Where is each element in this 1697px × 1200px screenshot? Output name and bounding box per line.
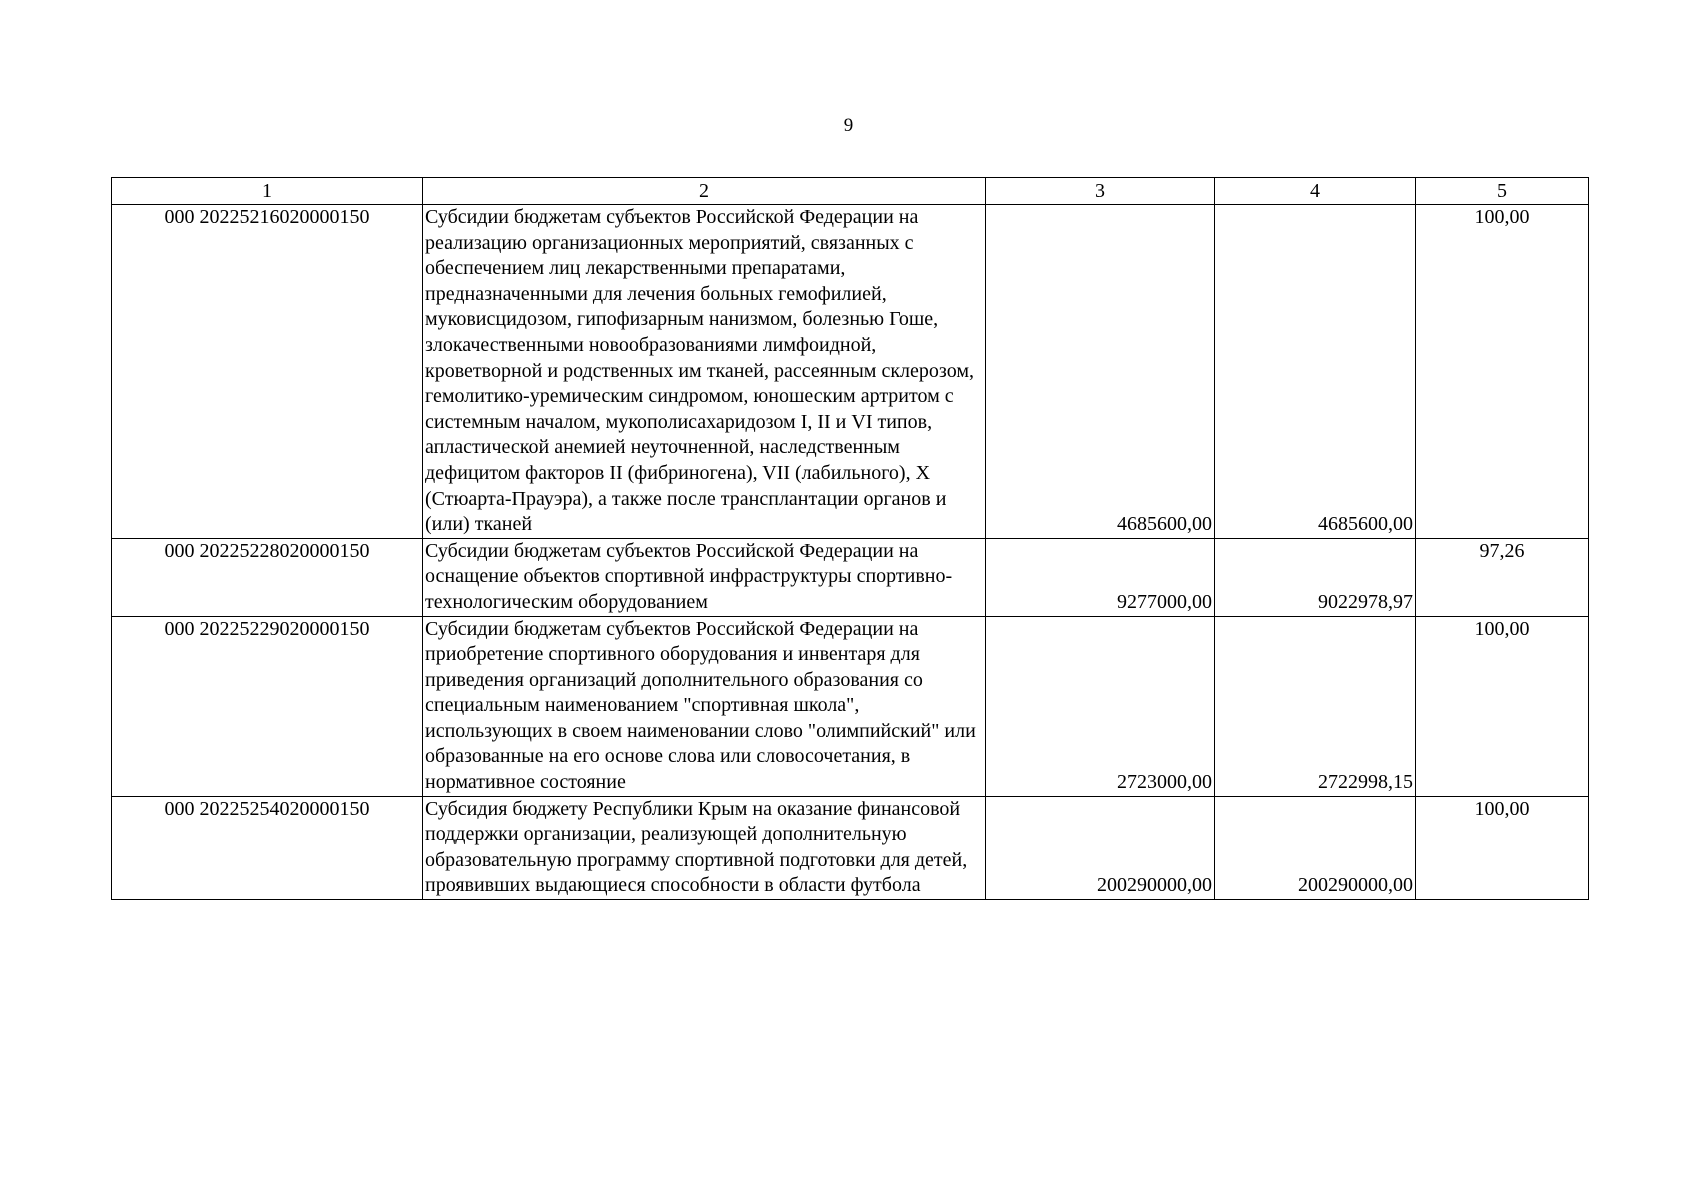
column-header-4: 4	[1215, 178, 1416, 205]
budget-code-cell: 000 20225254020000150	[112, 796, 423, 899]
income-name-cell: Субсидии бюджетам субъектов Российской Федерации на оснащение объектов спортивной инфраструктуры спортивно-технологическим оборудованием	[423, 538, 986, 616]
column-header-2: 2	[423, 178, 986, 205]
executed-amount-cell: 200290000,00	[1215, 796, 1416, 899]
budget-code-cell: 000 20225228020000150	[112, 538, 423, 616]
income-name-cell: Субсидия бюджету Республики Крым на оказание финансовой поддержки организации, реализующей дополнительную образовательную программу спортивной подготовки для детей, проявивших выдающиеся способности в области футбола	[423, 796, 986, 899]
table-row	[112, 616, 1589, 796]
table-row	[112, 796, 1589, 899]
executed-amount-cell: 2722998,15	[1215, 616, 1416, 796]
execution-percent-cell: 100,00	[1416, 205, 1589, 539]
plan-amount-cell: 4685600,00	[986, 205, 1215, 539]
plan-amount-cell: 9277000,00	[986, 538, 1215, 616]
execution-percent-cell: 97,26	[1416, 538, 1589, 616]
plan-amount-cell: 2723000,00	[986, 616, 1215, 796]
page-number: 9	[843, 115, 854, 136]
executed-amount-cell: 4685600,00	[1215, 205, 1416, 539]
execution-percent-cell: 100,00	[1416, 796, 1589, 899]
income-name-cell: Субсидии бюджетам субъектов Российской Федерации на приобретение спортивного оборудования и инвентаря для приведения организаций дополнительного образования со специальным наименованием "спортивная школа", использующих в своем наименовании слово "олимпийский" или образованные на его основе слова или словосочетания, в нормативное состояние	[423, 616, 986, 796]
execution-percent-cell: 100,00	[1416, 616, 1589, 796]
column-header-3: 3	[986, 178, 1215, 205]
column-header-1: 1	[112, 178, 423, 205]
budget-code-cell: 000 20225229020000150	[112, 616, 423, 796]
executed-amount-cell: 9022978,97	[1215, 538, 1416, 616]
table-row	[112, 205, 1589, 539]
income-name-cell: Субсидии бюджетам субъектов Российской Федерации на реализацию организационных мероприятий, связанных с обеспечением лиц лекарственными препаратами, предназначенными для лечения больных гемофилией, муковисцидозом, гипофизарным нанизмом, болезнью Гоше, злокачественными новообразованиями лимфоидной, кроветворной и родственных им тканей, рассеянным склерозом, гемолитико-уремическим синдромом, юношеским артритом с системным началом, мукополисахаридозом I, II и VI типов, апластической анемией неуточненной, наследственным дефицитом факторов II (фибриногена), VII (лабильного), X (Стюарта-Прауэра), а также после трансплантации органов и (или) тканей	[423, 205, 986, 539]
budget-table	[111, 177, 1589, 900]
plan-amount-cell: 200290000,00	[986, 796, 1215, 899]
table-row	[112, 538, 1589, 616]
column-header-5: 5	[1416, 178, 1589, 205]
budget-code-cell: 000 20225216020000150	[112, 205, 423, 539]
table-header-row	[112, 178, 1589, 205]
